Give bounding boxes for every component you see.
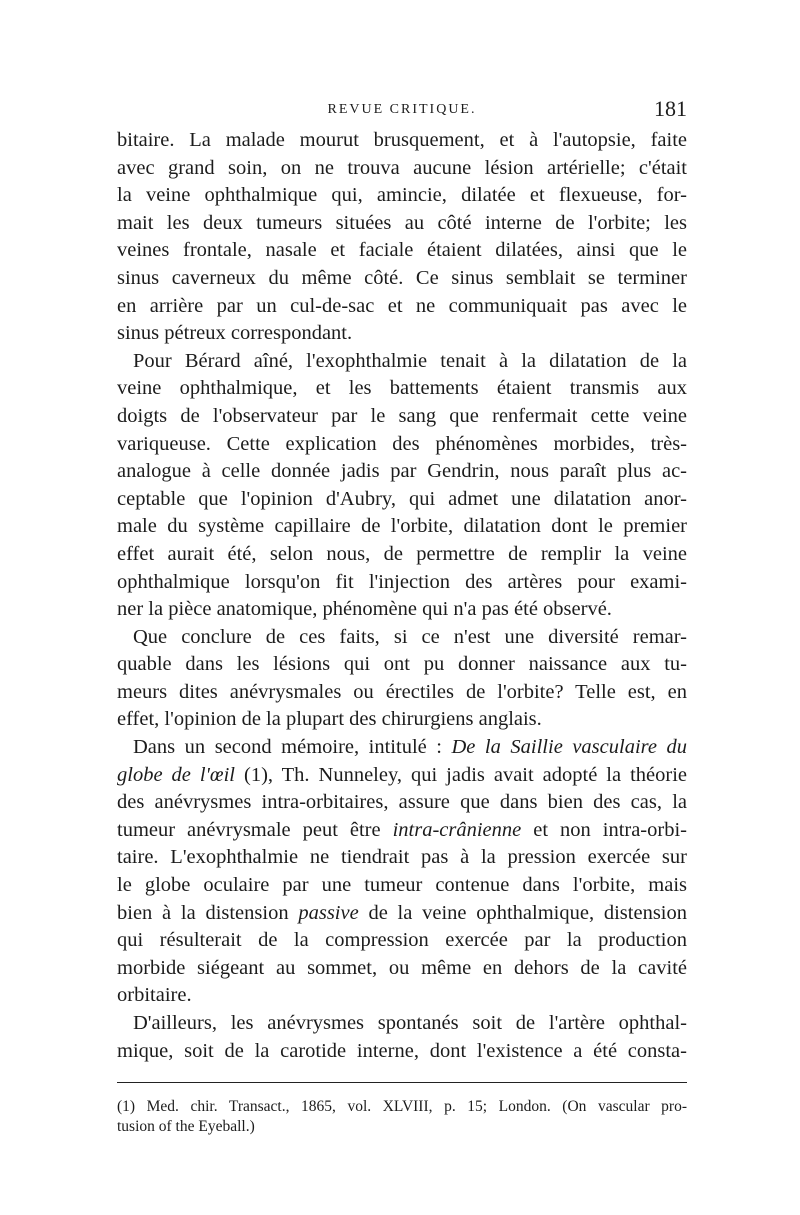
- text-line: ophthalmique lorsqu'on fit l'injection des artères pour exami-: [117, 570, 687, 593]
- text-line: male du système capillaire de l'orbite, dilatation dont le premier: [117, 515, 687, 538]
- text-line: qui résulterait de la compression exercée par la production: [117, 929, 687, 952]
- text-line: effet, l'opinion de la plupart des chirurgiens anglais.: [117, 708, 542, 731]
- body-text: [117, 127, 687, 1065]
- text-line: quable dans les lésions qui ont pu donner naissance aux tu-: [117, 653, 687, 676]
- text-line: mique, soit de la carotide interne, dont l'existence a été consta-: [117, 1039, 687, 1062]
- text-line: Dans un second mémoire, intitulé : De la Saillie vasculaire du: [133, 736, 687, 759]
- text-line: bien à la distension passive de la veine ophthalmique, distension: [117, 901, 687, 924]
- text-line: effet aurait été, selon nous, de permettre de remplir la veine: [117, 542, 687, 565]
- text-line: meurs dites anévrysmales ou érectiles de l'orbite? Telle est, en: [117, 680, 687, 703]
- footnote-rule: [117, 1082, 687, 1083]
- text-line: D'ailleurs, les anévrysmes spontanés soit de l'artère ophthal-: [133, 1012, 687, 1034]
- footnote-line: (1) Med. chir. Transact., 1865, vol. XLVIII, p. 15; London. (On vascular pro-: [117, 1098, 687, 1115]
- text-line: morbide siégeant au sommet, ou même en dehors de la cavité: [117, 956, 687, 979]
- text-line: analogue à celle donnée jadis par Gendrin, nous paraît plus ac-: [117, 460, 687, 483]
- paragraph: [117, 734, 687, 1010]
- paragraph: [117, 348, 687, 624]
- text-line: taire. L'exophthalmie ne tiendrait pas à la pression exercée sur: [117, 846, 687, 869]
- text-line: Pour Bérard aîné, l'exophthalmie tenait à la dilatation de la: [133, 349, 687, 372]
- text-line: en arrière par un cul-de-sac et ne communiquait pas avec le: [117, 294, 687, 317]
- text-line: sinus caverneux du même côté. Ce sinus semblait se terminer: [117, 266, 687, 289]
- text-line: bitaire. La malade mourut brusquement, et à l'autopsie, faite: [117, 129, 687, 151]
- paragraph: [117, 624, 687, 734]
- text-line: ner la pièce anatomique, phénomène qui n'a pas été observé.: [117, 598, 612, 621]
- text-line: des anévrysmes intra-orbitaires, assure que dans bien des cas, la: [117, 791, 687, 814]
- text-line: le globe oculaire par une tumeur contenue dans l'orbite, mais: [117, 874, 687, 897]
- page-header: [117, 96, 687, 126]
- footnotes: [117, 1097, 687, 1137]
- text-line: la veine ophthalmique qui, amincie, dilatée et flexueuse, for-: [117, 184, 687, 207]
- text-line: Que conclure de ces faits, si ce n'est une diversité remar-: [133, 625, 687, 648]
- text-line: veines frontale, nasale et faciale étaient dilatées, ainsi que le: [117, 239, 687, 262]
- text-line: tumeur anévrysmale peut être intra-crânienne et non intra-orbi-: [117, 818, 687, 841]
- running-head: REVUE CRITIQUE.: [327, 102, 477, 117]
- text-line: variqueuse. Cette explication des phénomènes morbides, très-: [117, 432, 687, 455]
- footnote-line: tusion of the Eyeball.): [117, 1118, 255, 1135]
- text-line: ceptable que l'opinion d'Aubry, qui admet une dilatation anor-: [117, 487, 687, 510]
- text-line: veine ophthalmique, et les battements étaient transmis aux: [117, 377, 687, 400]
- text-line: sinus pétreux correspondant.: [117, 322, 353, 345]
- paragraph: [117, 127, 687, 348]
- text-line: globe de l'œil (1), Th. Nunneley, qui jadis avait adopté la théorie: [117, 763, 687, 786]
- text-line: doigts de l'observateur par le sang que renfermait cette veine: [117, 404, 687, 427]
- text-line: avec grand soin, on ne trouva aucune lésion artérielle; c'était: [117, 156, 687, 179]
- page-number: 181: [654, 96, 687, 121]
- text-line: orbitaire.: [117, 984, 192, 1007]
- paragraph: [117, 1010, 687, 1065]
- text-line: mait les deux tumeurs situées au côté interne de l'orbite; les: [117, 211, 687, 234]
